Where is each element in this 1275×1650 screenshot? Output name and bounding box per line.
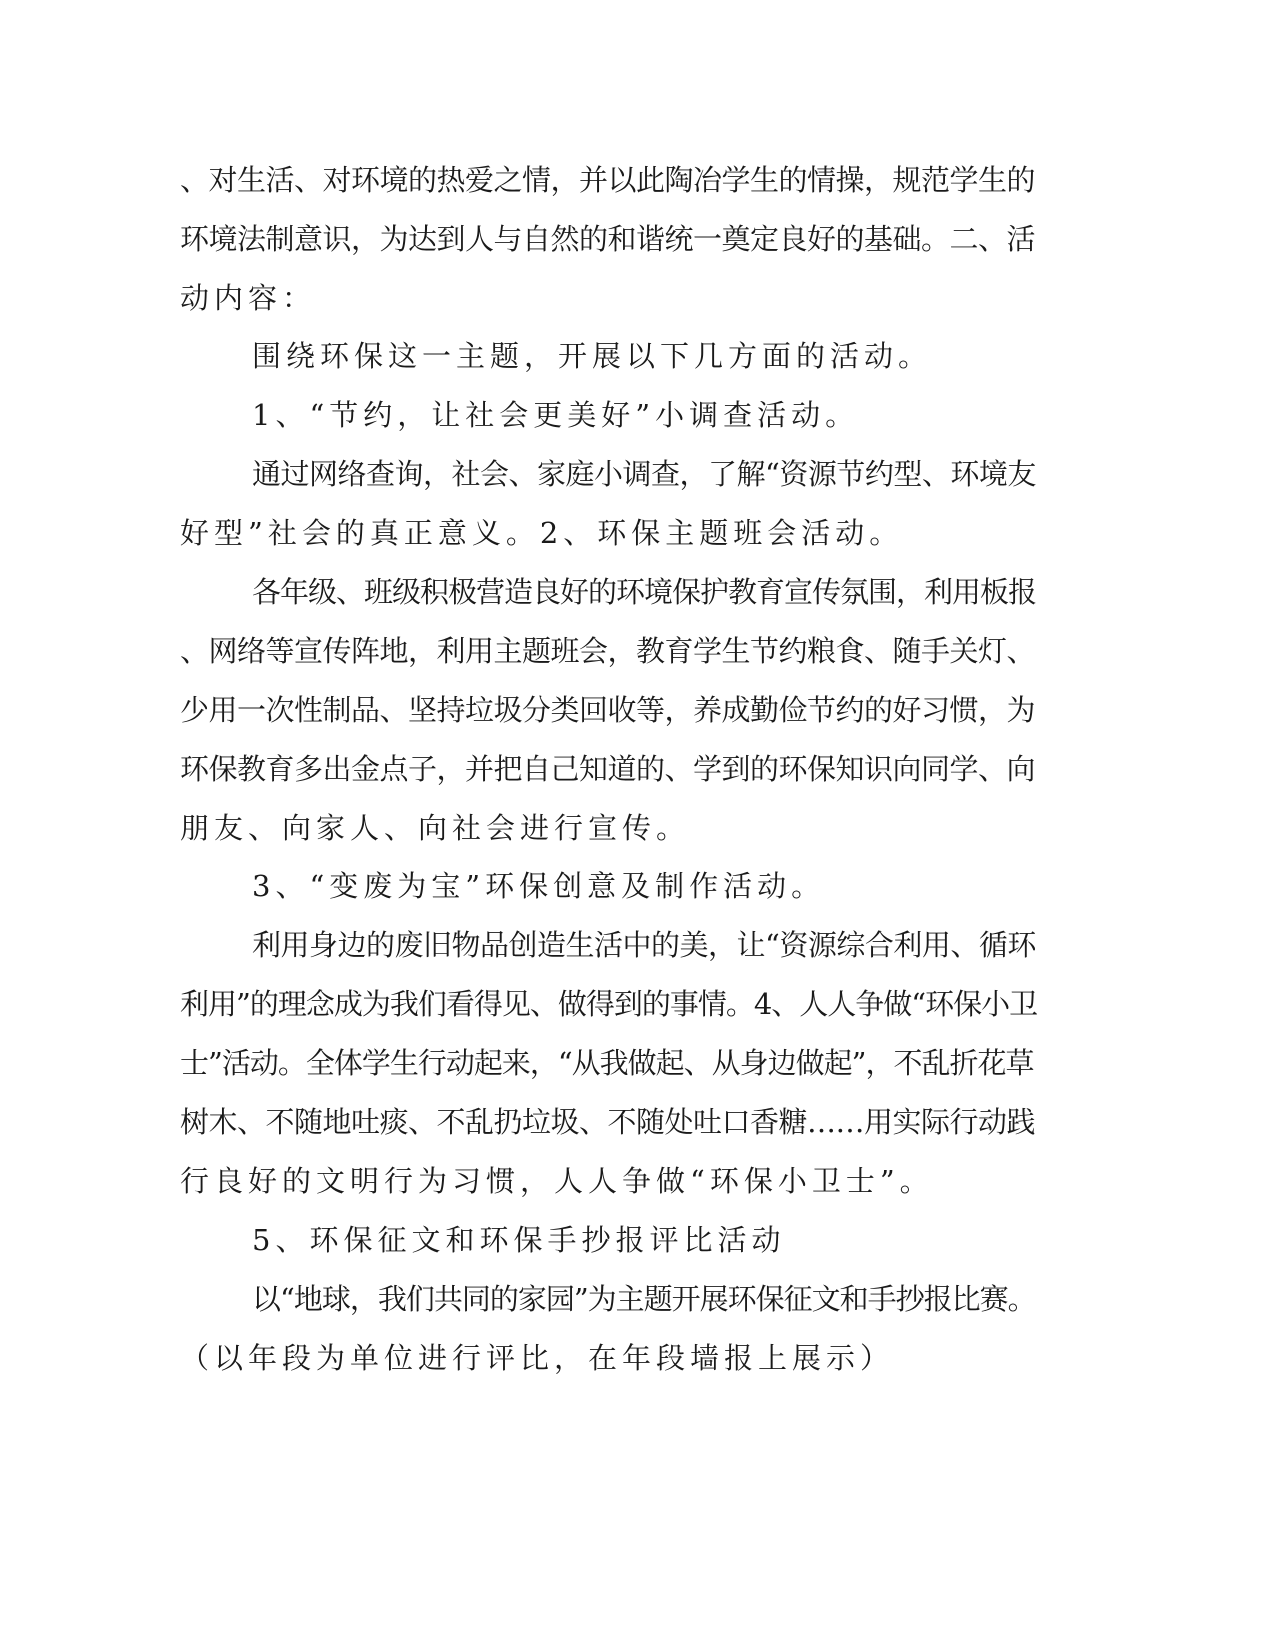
- text-line: 环境法制意识，为达到人与自然的和谐统一奠定良好的基础。二、活: [180, 222, 1036, 256]
- text-line: 利用身边的废旧物品创造生活中的美，让“资源综合利用、循环: [252, 928, 1036, 962]
- text-line: 5、环保征文和环保手抄报评比活动: [252, 1223, 786, 1257]
- text-line: 朋友、向家人、向社会进行宣传。: [180, 811, 691, 845]
- text-line: 利用”的理念成为我们看得见、做得到的事情。4、人人争做“环保小卫: [180, 987, 1038, 1021]
- text-line: 环保教育多出金点子，并把自己知道的、学到的环保知识向同学、向: [180, 752, 1036, 786]
- text-line: 围绕环保这一主题，开展以下几方面的活动。: [252, 339, 933, 373]
- text-line: 1、“节约，让社会更美好”小调查活动。: [252, 398, 860, 432]
- text-line: 通过网络查询，社会、家庭小调查，了解“资源节约型、环境友: [252, 457, 1036, 491]
- text-line: （以年段为单位进行评比，在年段墙报上展示）: [180, 1341, 895, 1375]
- text-line: 行良好的文明行为习惯，人人争做“环保小卫士”。: [180, 1164, 934, 1198]
- text-line: 3、“变废为宝”环保创意及制作活动。: [252, 869, 826, 903]
- text-line: 士”活动。全体学生行动起来，“从我做起、从身边做起”，不乱折花草: [180, 1046, 1034, 1080]
- text-line: 好型”社会的真正意义。2、环保主题班会活动。: [180, 516, 904, 550]
- text-line: 树木、不随地吐痰、不乱扔垃圾、不随处吐口香糖……用实际行动践: [180, 1105, 1036, 1139]
- text-line: 少用一次性制品、坚持垃圾分类回收等，养成勤俭节约的好习惯，为: [180, 693, 1036, 727]
- text-line: 各年级、班级积极营造良好的环境保护教育宣传氛围，利用板报: [252, 575, 1037, 609]
- text-line: 动内容：: [180, 281, 317, 315]
- text-line: 以“地球，我们共同的家园”为主题开展环保征文和手抄报比赛。: [252, 1282, 1036, 1316]
- text-line: 、对生活、对环境的热爱之情，并以此陶冶学生的情操，规范学生的: [180, 163, 1036, 197]
- text-line: 、网络等宣传阵地，利用主题班会，教育学生节约粮食、随手关灯、: [180, 634, 1036, 668]
